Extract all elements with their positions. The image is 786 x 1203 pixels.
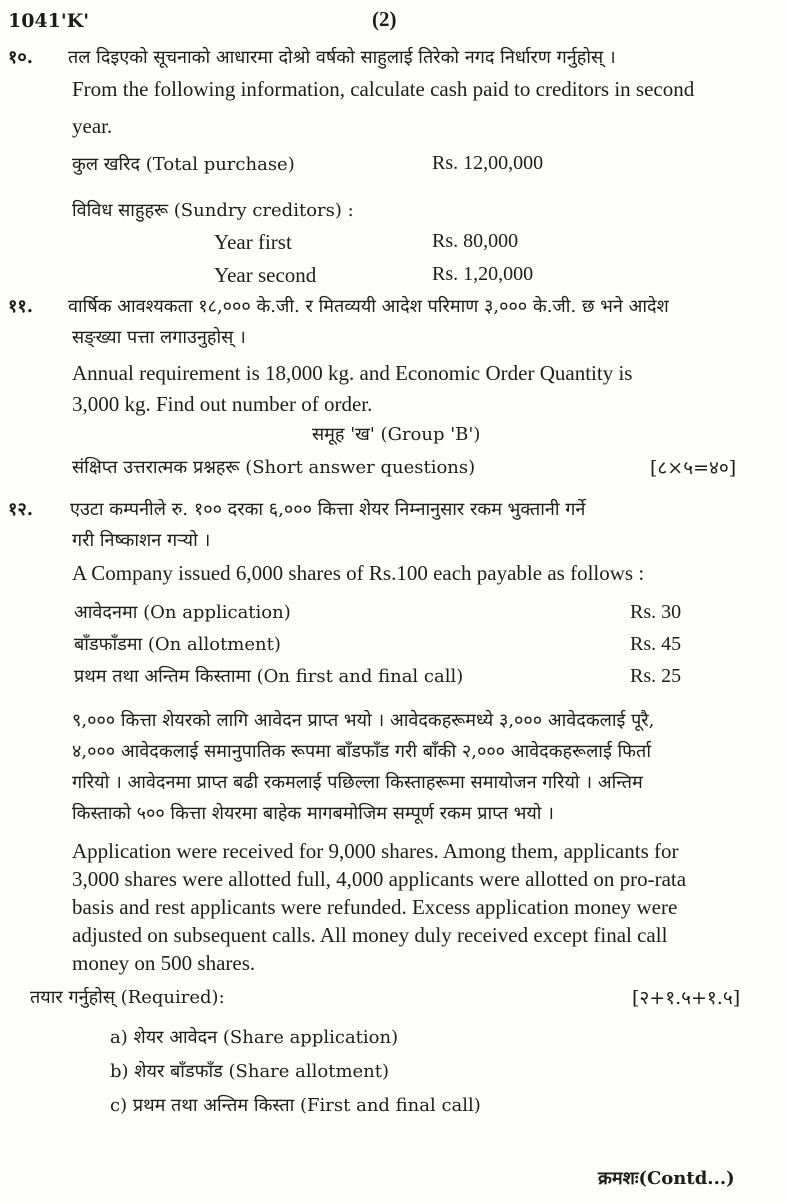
sundry-creditors-label: विविध साहुहरू (Sundry creditors) : [72,200,354,221]
q10-english-line1: From the following information, calculate cash paid to creditors in second [72,77,695,101]
q12-en-para-line: basis and rest applicants were refunded. Excess application money were [72,895,678,919]
q10-number: १०. [8,47,33,68]
on-application-value: Rs. 30 [630,601,682,623]
q10-nepali: तल दिइएको सूचनाको आधारमा दोश्रो वर्षको साहुलाई तिरेको नगद निर्धारण गर्नुहोस् । [68,47,616,68]
on-call-label: प्रथम तथा अन्तिम किस्तामा (On first and final call) [74,666,464,687]
q12-nepali-line1: एउटा कम्पनीले रु. १०० दरका ६,००० कित्ता शेयर निम्नानुसार रकम भुक्तानी गर्ने [70,499,586,520]
q12-en-para-line: money on 500 shares. [72,951,256,975]
q11-number: ११. [8,296,33,317]
required-label: तयार गर्नुहोस् (Required): [30,987,225,1008]
group-b-subtitle: संक्षिप्त उत्तरात्मक प्रश्नहरू (Short answer questions) [72,457,476,478]
q11-nepali-line1: वार्षिक आवश्यकता १८,००० के.जी. र मितव्ययी आदेश परिमाण ३,००० के.जी. छ भने आदेश [68,296,669,317]
group-b-title: समूह 'ख' (Group 'B') [312,424,481,445]
q12-np-para-line: गरियो । आवेदनमा प्राप्त बढी रकमलाई पछिल्ला किस्ताहरूमा समायोजन गरियो । अन्तिम [72,772,643,793]
q12-en-para-line: 3,000 shares were allotted full, 4,000 applicants were allotted on pro-rata [72,867,687,891]
on-allotment-value: Rs. 45 [630,633,682,655]
q12-number: १२. [8,499,33,520]
required-item-a: a) शेयर आवेदन (Share application) [110,1027,399,1048]
on-application-label: आवेदनमा (On application) [74,602,291,623]
q12-nepali-line2: गरी निष्काशन गऱ्यो । [72,530,211,551]
total-purchase-label: कुल खरिद (Total purchase) [72,154,295,175]
contd-footer: क्रमशः(Contd...) [598,1168,735,1189]
year-first-value: Rs. 80,000 [432,230,519,252]
q11-english-line1: Annual requirement is 18,000 kg. and Economic Order Quantity is [72,361,633,385]
required-item-c: c) प्रथम तथा अन्तिम किस्ता (First and final call) [110,1095,481,1116]
on-call-value: Rs. 25 [630,665,682,687]
year-second-value: Rs. 1,20,000 [432,263,534,285]
q11-english-line2: 3,000 kg. Find out number of order. [72,392,373,416]
required-item-b: b) शेयर बाँडफाँड (Share allotment) [110,1061,390,1082]
on-allotment-label: बाँडफाँडमा (On allotment) [74,634,281,655]
q12-np-para-line: ९,००० कित्ता शेयरको लागि आवेदन प्राप्त भयो । आवेदकहरूमध्ये ३,००० आवेदकलाई पूरै, [72,710,655,731]
required-marks: [२+१.५+१.५] [632,987,741,1009]
q12-english-intro: A Company issued 6,000 shares of Rs.100 each payable as follows : [72,561,645,585]
q12-np-para-line: ४,००० आवेदकलाई समानुपातिक रूपमा बाँडफाँड गरी बाँकी २,००० आवेदकहरूलाई फिर्ता [72,741,651,762]
q12-en-para-line: Application were received for 9,000 shares. Among them, applicants for [72,839,679,863]
year-second-label: Year second [214,263,317,287]
q11-nepali-line2: सङ्ख्या पत्ता लगाउनुहोस् । [72,327,246,348]
q12-en-para-line: adjusted on subsequent calls. All money duly received except final call [72,923,668,947]
year-first-label: Year first [214,230,292,254]
total-purchase-value: Rs. 12,00,000 [432,152,544,174]
paper-code: 1041'K' [8,10,90,32]
group-b-marks: [८×५=४०] [650,457,737,479]
q10-english-line2: year. [72,114,113,138]
page-number: (2) [372,7,397,31]
q12-np-para-line: किस्ताको ५०० कित्ता शेयरमा बाहेक मागबमोजिम सम्पूर्ण रकम प्राप्त भयो । [72,803,554,824]
